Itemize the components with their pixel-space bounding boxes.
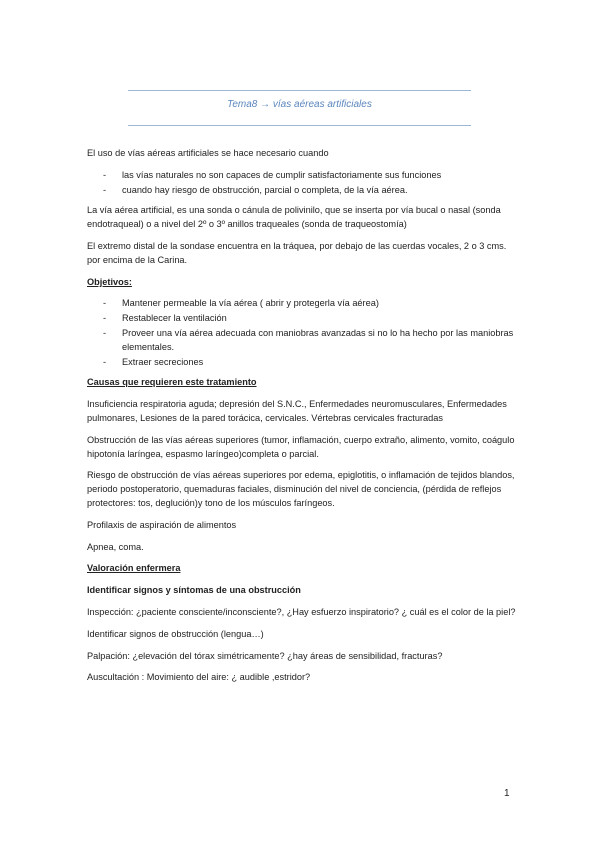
page-number: 1	[504, 788, 510, 799]
obstruccion-paragraph: Identificar signos de obstrucción (lengua…)	[87, 628, 264, 639]
list-item: - las vías naturales no son capaces de cumplir satisfactoriamente sus funciones	[103, 169, 442, 180]
header-rule-top	[128, 90, 471, 91]
body-text	[87, 147, 517, 693]
objetivos-list	[87, 297, 517, 369]
definition-paragraph: La vía aérea artificial, es una sonda o cánula de polivinilo, que se inserta por vía bucal o nasal (sonda endotraqueal) o a nivel del 2º o 3º anillos traqueales (sonda de traqueostomía)	[87, 205, 501, 230]
inspeccion-paragraph: Inspección: ¿paciente consciente/inconsciente?, ¿Hay esfuerzo inspiratorio? ¿ cuál es el color de la piel?	[87, 606, 516, 617]
header-rule-bottom	[128, 125, 471, 126]
list-item: - Mantener permeable la vía aérea ( abrir y protegerla vía aérea)	[103, 298, 379, 309]
list-item: - cuando hay riesgo de obstrucción, parcial o completa, de la vía aérea.	[103, 184, 408, 195]
causas-heading: Causas que requieren este tratamiento	[87, 377, 257, 388]
identificar-heading: Identificar signos y síntomas de una obstrucción	[87, 585, 301, 596]
palpacion-paragraph: Palpación: ¿elevación del tórax simétricamente? ¿hay áreas de sensibilidad, fracturas?	[87, 650, 443, 661]
causa-paragraph: Obstrucción de las vías aéreas superiores (tumor, inflamación, cuerpo extraño, alimento, vomito, coágulo hipotonía laríngea, espasmo laríngeo)completa o parcial.	[87, 434, 515, 459]
causa-paragraph: Insuficiencia respiratoria aguda; depresión del S.N.C., Enfermedades neuromusculares, Enfermedades pulmonares, Lesiones de la pared torácica, cervicales. Vértebras cervicales fracturadas	[87, 399, 507, 423]
causa-paragraph: Apnea, coma.	[87, 541, 144, 552]
causa-paragraph: Riesgo de obstrucción de vías aéreas superiores por edema, epiglotitis, o inflamación de tejidos blandos, periodo postoperatorio, quemaduras faciales, disminución del nivel de conciencia, (pérdida de reflejos protectores: tos, deglución)y tono de los músculos faríngeos.	[87, 470, 515, 508]
valoracion-heading: Valoración enfermera	[87, 563, 181, 574]
intro-list	[87, 169, 517, 198]
auscultacion-paragraph: Auscultación : Movimiento del aire: ¿ audible ,estridor?	[87, 672, 311, 683]
list-item: - Proveer una vía aérea adecuada con maniobras avanzadas si no lo ha hecho por las maniobras elementales.	[103, 327, 514, 352]
page-title: Tema8 → vías aéreas artificiales	[227, 99, 372, 110]
objetivos-heading: Objetivos:	[87, 276, 132, 287]
list-item: - Extraer secreciones	[103, 356, 204, 367]
location-paragraph: El extremo distal de la sondase encuentra en la tráquea, por debajo de las cuerdas vocales, 2 o 3 cms. por encima de la Carina.	[87, 240, 507, 265]
intro-paragraph: El uso de vías aéreas artificiales se hace necesario cuando	[87, 148, 329, 158]
list-item: - Restablecer la ventilación	[103, 313, 227, 324]
causa-paragraph: Profilaxis de aspiración de alimentos	[87, 519, 237, 530]
